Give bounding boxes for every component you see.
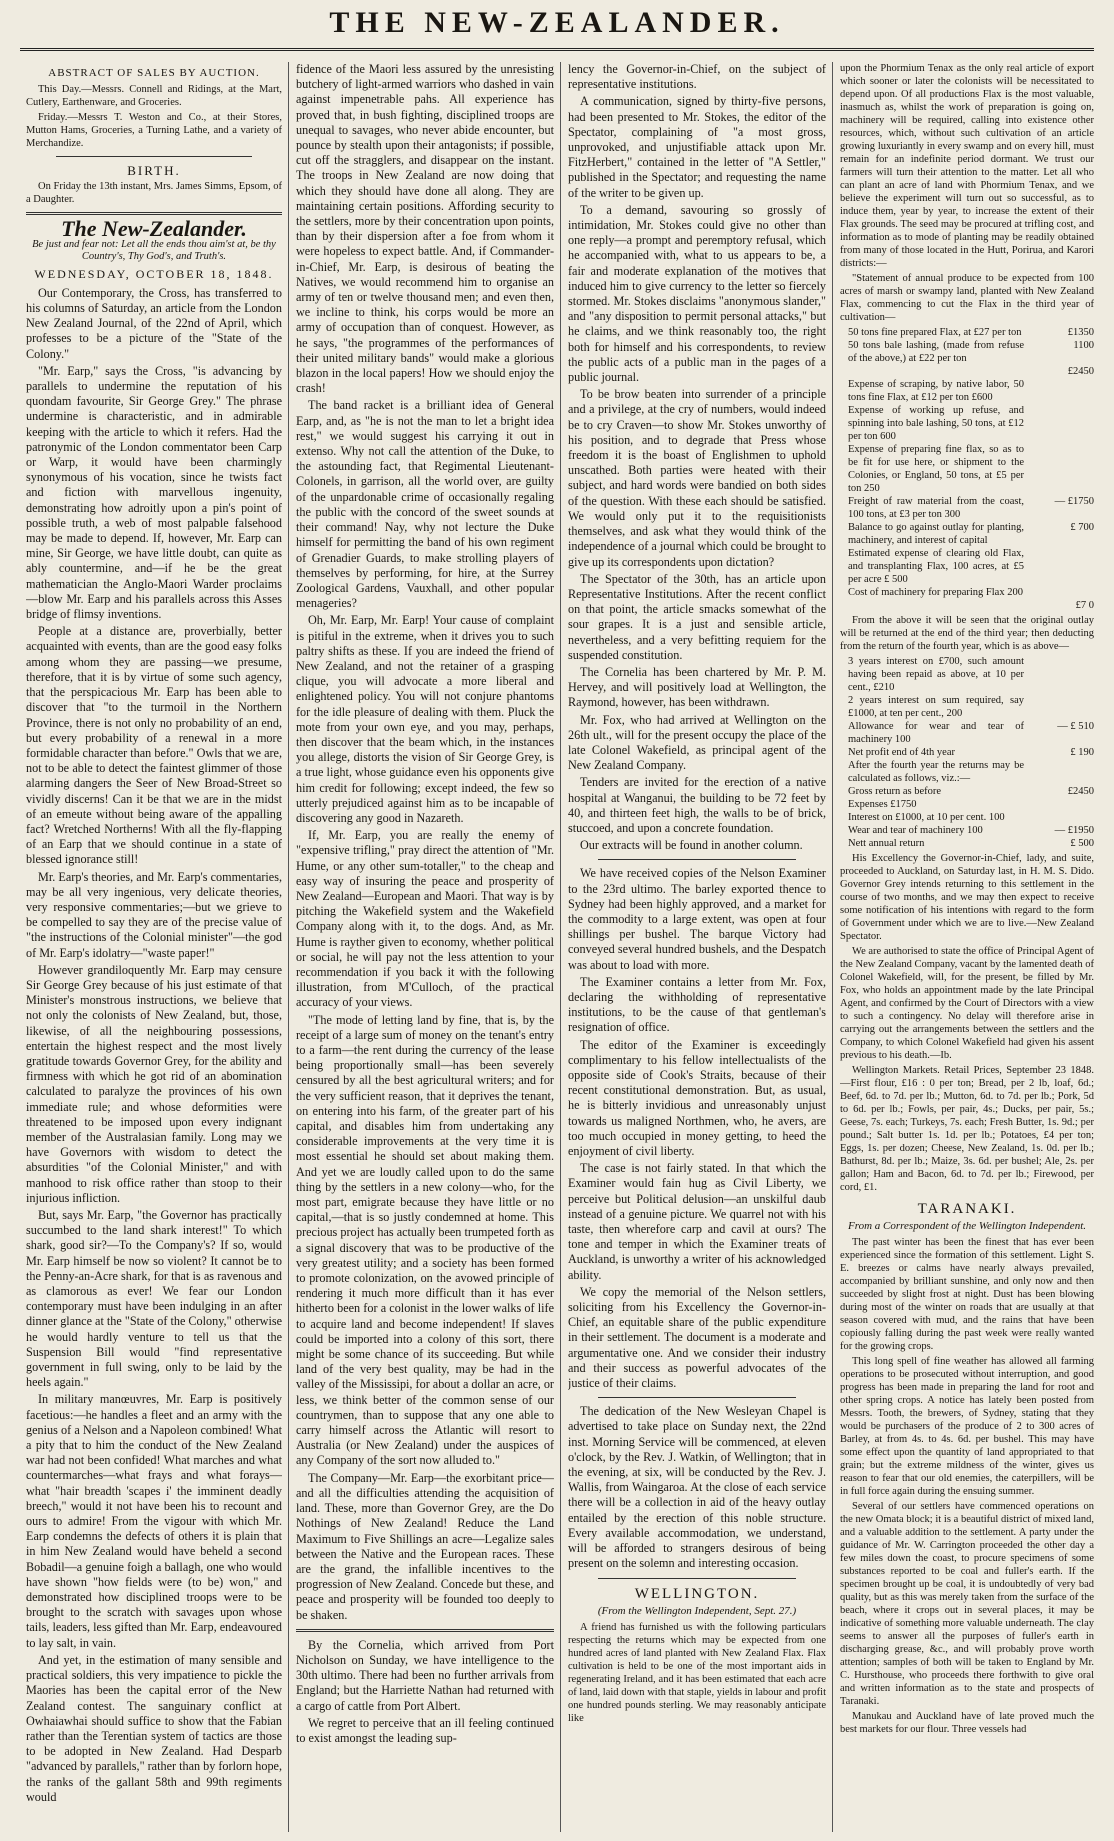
article-paragraph: Mr. Earp's theories, and Mr. Earp's commentaries, may be all very ingenious, very delicate theories, very responsive commentaries;—but we grieve to be compelled to say they are of the precise value of "the instructions of the Colonial minister"—the god of Mr. Earp's idolatry—"waste paper!" <box>26 869 282 960</box>
column-1 <box>26 62 282 1832</box>
market-prices: Wellington Markets. Retail Prices, September 23 1848.—First flour, £16 : 0 per ton; Bread, per 2 lb, loaf, 6d.; Beef, 6d. to 7d. per lb.; Mutton, 6d. to 7d. per lb.; Pork, 5d to 6d. per lb.; Fowls, per pair, 4s.; Ducks, per pair, 5s.; Geese, 7s. each; Turkeys, 7s. each; Fresh Butter, 1s. 9d.; per pound.; Salt butter 1s. 1d. per lb.; Potatoes, £4 per ton; Eggs, 1s. per dozen; Cheese, New Zealand, 1s. 0d. per lb.; Bathurst, 8d. per lb.; Maize, 3s. 6d. per bushel; Ale, 2s. per gallon; Ham and Bacon, 6d. to 7d. per lb.; Firewood, per cord, £1. <box>840 1065 1094 1193</box>
table-row: 2 years interest on sum required, say £1000, at ten per cent., 200 <box>848 695 1024 719</box>
news-paragraph: Our extracts will be found in another column. <box>580 838 803 853</box>
wellington-source: (From the Wellington Independent, Sept. 27.) <box>597 1604 797 1617</box>
column-divider <box>288 62 289 1832</box>
article-paragraph: But, says Mr. Earp, "the Governor has practically succumbed to the land shark interest!" To which shark, good sir?—To the Company's? If so, would Mr. Earp himself be now so violent? It cannot be to the Penny-an-Acre shark, for that is as ravenous and as clamorous as ever! We fear our London contemporary must have been indulging in an after dinner glance at the "State of the Colony," otherwise he would hardly venture to tell us that the Suspension Bill would "find representative government in full swing, only to be laid by the heels again." <box>26 1208 282 1390</box>
news-paragraph: A communication, signed by thirty-five persons, had been presented to Mr. Stokes, the editor of the Spectator, complaining of "a most gross, unprovoked, and unjustifiable attack upon Mr. FitzHerbert," contained in the letter of "A Settler," published in the Spectator; and requesting the name of the writer to be given up. <box>568 94 826 200</box>
table-row: £7 0 <box>1075 600 1094 611</box>
table-row: Estimated expense of clearing old Flax, and transplanting Flax, 100 acres, at £5 per acre £ 500 <box>848 548 1024 585</box>
taranaki-heading: TARANAKI. <box>917 1201 1017 1217</box>
article-paragraph: If, Mr. Earp, you are really the enemy of "expensive trifling," pray direct the attention of "Mr. Hume, or any other sum-totaller," to the cheap and easy way of insuring the peace and prosperity of New Zealand—European and Maori. That way is by pitching the Wakefield system and the Wakefield Company along with it, to the dogs. And, as Mr. Hume is rayther given to economy, whether political or social, he will pay not the less attention to your recommendation if you back it with the following illustration, from M'Culloch, of the practical accuracy of your views. <box>296 828 554 1010</box>
news-paragraph: To be brow beaten into surrender of a principle and a privilege, at the cry of numbers, would indeed be to cry Craven—to show Mr. Stokes unworthy of his position, and to degrade that Press whose freedom it is the boast of Englishmen to uphold unscathed. Both parties were heated with their subject, and hard words were bandied on both sides of the question. With these each should be satisfied. We would only put it to the requisitionists themselves, and ask what they would think of the independence of a journal which could be brought to give up its correspondents upon dictation? <box>568 387 826 569</box>
table-row: £2450 <box>1067 366 1094 377</box>
taranaki-paragraph: Manukau and Auckland have of late proved much the best markets for our flour. Three vessels had <box>840 1711 1094 1736</box>
table-row: Expenses £1750 <box>848 799 917 810</box>
news-paragraph: By the Cornelia, which arrived from Port Nicholson on Sunday, we have intelligence to the 30th ultimo. There had been no further arrivals from England; but the Harriette Nathan had returned with a cargo of cattle from Port Albert. <box>296 1637 554 1713</box>
quotation-paragraph: "The mode of letting land by fine, that is, by the receipt of a large sum of money on the tenant's entry to a farm—the rent during the currency of the lease being proportionally small—has been severely censured by all the best agricultural writers; and for the very sufficient reason, that it deprives the tenant, on entering into his farm, of the greater part of his capital, and disables him from undertaking any considerable improvements at the very time it is most essential he should set about making them. And yet we are loudly called upon to do the same thing by the settlers in a new colony—who, for the most part, emigrate because they have little or no capital,—that is so justly condemned at home. This precious project has actually been trumpeted forth as a signal discovery that was to be productive of the very greatest utility; and a society has been formed to promote colonization, on the avowed principle of rendering it much more difficult than it has ever hitherto been for a colonist in the lower walks of life to acquire land and become independent! If slaves could be imported into a colony of this sort, there might be some chance of its succeeding. But while land of the very best quality, may be had in the valley of the Mississipi, for about a dollar an acre, or less, we think better of the common sense of our countrymen, than to suppose that any one able to carry himself across the Atlantic will resort to Australia (or New Zealand) under the auspices of any Company of the sort now alluded to." <box>296 1012 554 1468</box>
auction-heading: ABSTRACT OF SALES BY AUCTION. <box>48 67 260 79</box>
taranaki-source: From a Correspondent of the Wellington Independent. <box>848 1220 1086 1233</box>
taranaki-paragraph: The past winter has been the finest that has ever been experienced since the formation of this settlement. Light S. E. breezes or calms have nearly always prevailed, accompanied by brilliant sunshine, and only now and then succeeded by slight frost at night. Dust has been blowing during most of the winter on roads that are usually at that season covered with mud, and the rains that have been copiously falling during the past week were really wanted for the growing crops. <box>840 1237 1094 1353</box>
divider <box>598 859 796 860</box>
table-row: Gross return as before £2450 <box>848 786 1094 797</box>
masthead-rule <box>20 48 1094 51</box>
article-paragraph: And yet, in the estimation of many sensible and practical soldiers, this very impatience to pickle the Maories has been the capital error of the New Zealand contest. The sanguinary conflict at Owhaiawhai should suffice to show that the Fabian rather than the Terentian system of tactics are those to be adopted in New Zealand. Had Desparb "advanced by parallels," rather than by forlorn hope, the ranks of the gallant 58th and 99th regiments would <box>26 1652 282 1804</box>
auction-item: Friday.—Messrs T. Weston and Co., at their Stores, Mutton Hams, Groceries, a Turning Lathe, and a variety of Merchandize. <box>26 112 282 150</box>
divider <box>598 1578 796 1579</box>
article-paragraph: People at a distance are, proverbially, better acquainted with events, than are the good easy folks among whom they are passing—we presume, therefore, that it is by virtue of some such agency, that the perspicacious Mr. Earp has been able to discover that "to the turmoil in the Northern Province, there is not only no probability of an end, but every probability of a renewal in a more formidable character than before." Owls that we are, not to be able to detect the faintest glimmer of those alarming dangers the Seer of New Broad-Street so vividly discerns! Can it be that we are in the midst of an emeute without being aware of the appalling fact? Wretched Northerns! With all the fly-flapping of an Earp that we should continue in a state of blessed ignorance still! <box>26 624 282 867</box>
table-row: 50 tons fine prepared Flax, at £27 per ton £1350 <box>848 327 1094 338</box>
article-paragraph: "Mr. Earp," says the Cross, "is advancing by parallels to undermine the reputation of his quondam favourite, Sir George Grey." The phrase undermine is characteristic, and in admirable keeping with the article to which it refers. Had the patronymic of the London commentator been Carp or Warp, it would have been charmingly synonymous of his vocation, since he twists fact and fiction with marvellous ingenuity, demonstrating how adroitly upon a pin's point of possible truth, a web of most palpable falsehood may be made to depend. If, however, Mr. Earp can mine, Sir George, we have little doubt, can quite as ably countermine, and—if he be the great mathematician the Anglo-Maori Warder proclaims—blow Mr. Earp and his parallels across this Asses bridge of flimsy inventions. <box>26 363 282 622</box>
nelson-paragraph: We have received copies of the Nelson Examiner to the 23rd ultimo. The barley exported thence to Sydney had been highly approved, and a market for the commodity to a large extent, was open at four shillings per bushel. The barque Victory had conveyed several hundred bushels, and the Despatch was about to load with more. <box>568 866 826 972</box>
wellington-heading: WELLINGTON. <box>634 1585 760 1602</box>
nelson-paragraph: The Examiner contains a letter from Mr. Fox, declaring the withholding of representative institutions, to be the cause of that gentleman's resignation of office. <box>568 974 826 1035</box>
birth-heading: BIRTH. <box>127 163 181 179</box>
flax-paragraph: From the above it will be seen that the original outlay will be returned at the end of the third year; then deducting from the return of the fourth year, which is as above— <box>840 615 1094 652</box>
flax-table-2 <box>848 655 1094 850</box>
company-notice: We are authorised to state the office of Principal Agent of the New Zealand Company, vacant by the lamented death of Colonel Wakefield, will, for the present, be filled by Mr. Fox, who holds an appointment made by the late Principal Agent, and confirmed by the Court of Directors with a view to such a contingency. No delay will therefore arise in carrying out the arrangements between the settlers and the Company, to which Colonel Wakefield had given his assent previous to his death.—Ib. <box>840 946 1094 1061</box>
column-4 <box>840 62 1094 1832</box>
table-row: 3 years interest on £700, such amount having been repaid as above, at 10 per cent., £210 <box>848 656 1024 693</box>
table-row: Net profit end of 4th year £ 190 <box>848 747 1094 758</box>
column-3 <box>568 62 826 1832</box>
article-paragraph: Our Contemporary, the Cross, has transferred to his columns of Saturday, an article from the London New Zealand Journal, of the 22nd of April, which professes to be a picture of the "State of the Colony." <box>26 285 282 361</box>
table-row: After the fourth year the returns may be calculated as follows, viz.:— <box>848 760 1024 784</box>
article-paragraph: In military manœuvres, Mr. Earp is positively facetious:—he handles a fleet and an army with the genius of a Nelson and a Napoleon combined! What a pity that to him the conduct of the New Zealand war had not been confided! What marches and what countermarches—what frays and what forays—what "hair breadth 'scapes i' the imminent deadly breech," would it not have been his to recount and ours to admire! From the vigour with which Mr. Earp condemns the defects of others it is plain that in him New Zealand would have beheld a second Bobadil—a genuine foigh a ballagh, one who would have shown "how fields were (to be) won," and demonstrated how disciplined troops were to be brought to the scratch with savages upon whose tails, leaders, less gifted than Mr. Earp, endeavoured to lay salt, in vain. <box>26 1392 282 1650</box>
paper-title: The New-Zealander. <box>61 216 247 242</box>
column-2 <box>296 62 554 1832</box>
flax-table-1 <box>848 326 1094 612</box>
divider <box>598 1397 796 1398</box>
taranaki-paragraph: Several of our settlers have commenced operations on the new Omata block; it is a beautiful district of mixed land, and a valuable addition to the settlement. A party under the guidance of Mr. W. Carrington proceeded the other day a few miles down the coast, to procure specimens of some substances reported to be coal and fuller's earth. If the specimen brought up be coal, it is undoubtedly of very bad quality, but as this was merely taken from the surface of the beach, where it crops out in several places, it may be indicative of something more valuable underneath. The clay seems to answer all the purposes of fuller's earth in discharging grease, &c., and will probably prove worth attention; samples of both will be taken to England by Mr. C. Hursthouse, who proceeds there forthwith to give oral and written information as to the state and prospects of Taranaki. <box>840 1501 1094 1708</box>
nelson-paragraph: The case is not fairly stated. In that which the Examiner would fain hug as Civil Liberty, we perceive but Political delusion—an unskilful daub instead of a genuine picture. We quarrel not with his taste, then wherefore carp and cavil at ours? The tone and temper in which the Examiner treats of Auckland, is unworthy a writer of his acknowledged ability. <box>568 1161 826 1282</box>
table-row: Freight of raw material from the coast, 100 tons, at £3 per ton 300 — £1750 <box>848 496 1094 520</box>
news-paragraph: The Cornelia has been chartered by Mr. P. M. Hervey, and will positively load at Wellington, the Raymond, however, has been withdrawn. <box>568 664 826 710</box>
taranaki-paragraph: This long spell of fine weather has allowed all farming operations to be prosecuted without interruption, and good progress has been made in preparing the land for root and other spring crops. A notice has lately been posted from Messrs. Tooth, the brewers, of Sydney, stating that they would be purchasers of the produce of 2 to 300 acres of Barley, at from 4s. to 4s. 6d. per bushel. This may have some effect upon the quantity of land appropriated to that grain; but the extreme mildness of the winter, gives us reason to fear that our old enemies, the caterpillers, will be in full force again during the ensuing summer. <box>840 1356 1094 1498</box>
column-divider <box>832 62 833 1832</box>
article-paragraph: Oh, Mr. Earp, Mr. Earp! Your cause of complaint is pitiful in the extreme, when it drives you to such paltry shifts as these. If you are indeed the friend of New Zealand, and not the retainer of a grasping clique, you will advocate a more liberal and enlightened policy. You will not conjure phantoms for the idle pleasure of dealing with them. Pluck the mote from your own eye, and you may, perhaps, then discover that the beam which, in the instances you allege, distorts the vision of Sir George Grey, is a true light, whose guidance even his opponents give him credit for following; except indeed, the few so utterly prejudiced against him as to be incapable of discovering any good in Nazareth. <box>296 613 554 825</box>
table-row: Wear and tear of machinery 100 — £1950 <box>848 825 1094 836</box>
article-paragraph: The band racket is a brilliant idea of General Earp, and, as "he is not the man to let a bright idea rest," we would suggest his carrying it out in extenso. Why not call the attention of the Duke, to the astounding fact, that Regimental Lieutenant-Colonels, in garrison, all the world over, are guilty of the unpardonable crime of occasionally regaling the public with the concord of the sweet sounds at their command! Nay, why not lecture the Duke himself for permitting the band of his own regiment of Grenadier Guards, to make strolling players of themselves by performing, for hire, at the Surrey Zoological Gardens, Vauxhall, and other popular menageries? <box>296 398 554 611</box>
auction-item: This Day.—Messrs. Connell and Ridings, at the Mart, Cutlery, Earthenware, and Groceries. <box>26 84 282 109</box>
wellington-paragraph: A friend has furnished us with the following particulars respecting the returns which may be expected from one hundred acres of land planted with New Zealand Flax. Flax cultivation is held to be one of the most important aids in regenerating Ireland, and it has been estimated that each acre of land, laid down with that staple, yields in labour and profit one hundred pounds sterling. We may reasonably anticipate like <box>568 1621 826 1724</box>
divider <box>26 212 282 215</box>
table-row: Interest on £1000, at 10 per cent. 100 <box>848 812 1005 823</box>
nelson-paragraph: We copy the memorial of the Nelson settlers, soliciting from his Excellency the Governor-in-Chief, an equitable share of the public expenditure in their settlement. The document is a moderate and argumentative one. And we consider their industry and their success as powerful advocates of the justice of their claims. <box>568 1284 826 1391</box>
table-row: Balance to go against outlay for planting, machinery, and interest of capital £ 700 <box>848 522 1094 546</box>
divider <box>296 1629 554 1632</box>
flax-paragraph: upon the Phormium Tenax as the only real article of export which sooner or later the colonists will be necessitated to depend upon. Of all productions Flax is the most valuable, inasmuch as, whilst the work of preparation is going on, machinery will be required, calling into existence other resources, which, without such cultivation of an article growing luxuriantly in every swamp and on every hill, must remain for an indefinite period dormant. We trust our farmers will turn their attention to the matter. Let all who can plant an acre of land with Phormium Tenax, and we believe the experiment will turn out so successful, as to induce them, year by year, to increase the extent of their Flax grounds. The seed may be procured at trifling cost, and information as to mode of planting may be readily obtained from many of those located in the Hutt, Porirua, and Karori districts:— <box>840 63 1094 269</box>
motto: Be just and fear not: Let all the ends thou aim'st at, be thy Country's, Thy God's, and Truth's. <box>32 238 276 262</box>
news-paragraph: We regret to perceive that an ill feeling continued to exist amongst the leading sup- <box>296 1715 554 1745</box>
news-paragraph: Tenders are invited for the erection of a native hospital at Wanganui, the building to be 72 feet by 40, and thirteen feet high, the walls to be of brick, stuccoed, and upon a concrete foundation. <box>568 775 826 835</box>
table-row: Nett annual return £ 500 <box>848 838 1094 849</box>
chapel-notice: The dedication of the New Wesleyan Chapel is advertised to take place on Sunday next, the 22nd inst. Morning Service will be commenced, at eleven o'clock, by the Rev. J. Watkin, of Wellington; that in the evening, at six, will be conducted by the Rev. J. Wallis, from Waingaroa. At the close of each service there will be a collection in aid of the heavy outlay entailed by the erection of this noble structure. Every available accommodation, we understand, will be afforded to strangers desirous of being present on the solemn and interesting occasion. <box>568 1404 826 1571</box>
article-paragraph: However grandiloquently Mr. Earp may censure Sir George Grey because of his just estimate of that Minister's monstrous instructions, we believe that not only the colonists of New Zealand, but, those, likewise, of all the neighbouring possessions, entertain the highest respect and the most lively gratitude towards Governor Grey, for the ability and firmness with which he got rid of an abomination calculated to paralyze the provinces of his own immediate rule; and whose deformities were threatened to be imposed upon every indignant member of the Australasian family. Long may we have Governors with wisdom to detect the absurdities "of the Colonial Minister," and with manhood to risk office rather than stoop to their injurious infliction. <box>26 962 282 1205</box>
table-row: Expense of preparing fine flax, so as to be fit for use here, or shipment to the Colonies, or England, 50 tons, at £5 per ton 250 <box>848 444 1024 494</box>
dateline: WEDNESDAY, OCTOBER 18, 1848. <box>34 266 274 281</box>
table-row: 50 tons bale lashing, (made from refuse of the above,) at £22 per ton 1100 <box>848 340 1094 364</box>
divider <box>56 156 252 157</box>
table-row: Expense of scraping, by native labor, 50 tons fine Flax, at £12 per ton £600 <box>848 379 1024 403</box>
news-paragraph: The Spectator of the 30th, has an article upon Representative Institutions. After the recent conflict on that point, the article smacks somewhat of the sour grapes. It is a just and sensible article, nevertheless, and a very befitting requiem for the suspended constitution. <box>568 571 826 662</box>
statement-title: "Statement of annual produce to be expected from 100 acres of marsh or swampy land, planted with New Zealand Flax, commencing to cut the Flax in the third year of cultivation— <box>840 273 1094 323</box>
nelson-paragraph: The editor of the Examiner is exceedingly complimentary to his fellow intellectualists of the opposite side of Cook's Straits, because of their recent constitutional demonstration. But, as usual, he is bitterly invidious and unreasonably unjust towards us maligned Northmen, who, he avers, are too much occupied in money getting, to heed the enjoyment of civil liberty. <box>568 1037 826 1159</box>
table-row: Expense of working up refuse, and spinning into bale lashing, 50 tons, at £12 per ton 600 <box>848 405 1024 442</box>
masthead: THE NEW-ZEALANDER. <box>329 6 785 39</box>
table-row: Allowance for wear and tear of machinery 100 — £ 510 <box>848 721 1094 745</box>
article-paragraph: fidence of the Maori less assured by the unresisting butchery of light-armed warriors who dashed in vain against impenetrable pahs. All experience has proved that, in bush fighting, disciplined troops are unequal to savages, who never abide encounter, but pounce by stealth upon their antagonists; if possible, cut off the stragglers, and disappear on the instant. The troops in New Zealand are now doing that which they should have done all along. They are maintaining certain positions. Affording security to the settlers, more by their concentration upon points, than by their dispersion after a foe from whom it were hopeless to expect battle. And, if Commander-in-Chief, Mr. Earp, is desirous of beating the Natives, we would recommend him to organise an army of ten or twelve thousand men; and even then, we incline to think, his corps would be more an army of occupation than of conquest. However, as he says, "the programmes of the performances of their united military bands" would make a glorious blazon in the local papers! How we should enjoy the crash! <box>296 62 554 396</box>
news-paragraph: lency the Governor-in-Chief, on the subject of representative institutions. <box>568 62 826 92</box>
news-paragraph: Mr. Fox, who had arrived at Wellington on the 26th ult., will for the present occupy the place of the late Colonel Wakefield, as principal agent of the New Zealand Company. <box>568 712 826 773</box>
governor-notice: His Excellency the Governor-in-Chief, lady, and suite, proceeded to Auckland, on Saturday last, in H. M. S. Dido. Governor Grey intends returning to this settlement in the course of two months, and we may then expect to receive some notification of his intentions with regard to the form of Government under which we are to live.—New Zealand Spectator. <box>840 853 1094 942</box>
column-divider <box>560 62 561 1832</box>
news-paragraph: To a demand, savouring so grossly of intimidation, Mr. Stokes could give no other than one reply—a prompt and peremptory refusal, which he accompanied with, what to us appears to be, a fair and moderate explanation of the motives that induced him to give currency to the letter so fiercely stormed. Mr. Stokes disclaims "anonymous slander," and "any disposition to permit personal attacks," but he claims, and we think reasonably too, the right both for himself and his correspondents, to review the public acts of a public man in the pages of a public journal. <box>568 202 826 385</box>
birth-notice: On Friday the 13th instant, Mrs. James Simms, Epsom, of a Daughter. <box>26 181 282 206</box>
table-row: Cost of machinery for preparing Flax 200 <box>848 587 1023 598</box>
article-paragraph: The Company—Mr. Earp—the exorbitant price—and all the difficulties attending the acquisition of land. These, more than Governor Grey, are the Do Nothings of New Zealand! Reduce the Land Maximum to Five Shillings an acre—Legalize sales between the Native and the European races. These are the grand, the infallible incentives to the progression of New Zealand. Concede but these, and peace and prosperity will be founded too deeply to be shaken. <box>296 1470 554 1622</box>
